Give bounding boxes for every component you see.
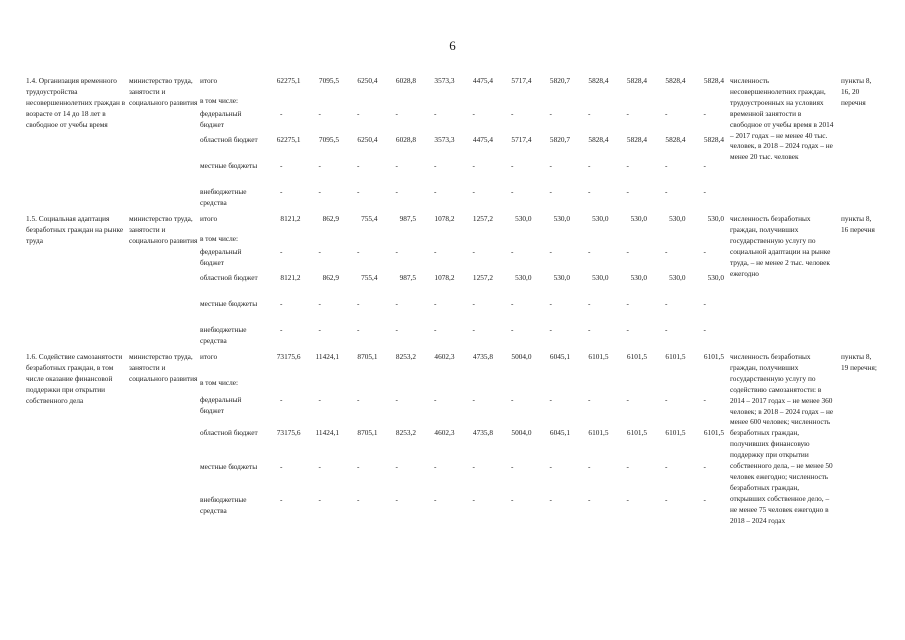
funding-source-label: федеральный бюджет bbox=[200, 394, 242, 415]
section-gap bbox=[26, 527, 879, 530]
funding-value bbox=[493, 234, 532, 247]
funding-value bbox=[378, 378, 417, 395]
funding-value bbox=[455, 234, 494, 247]
funding-value: - bbox=[395, 394, 398, 404]
funding-value: 530,0 bbox=[669, 214, 686, 223]
target-indicator: численность несовершеннолетних граждан, трудоустроенных на условиях временной занятости в свободное от учебы время в 2014 – 2017 годах – не менее 40 тыс. человек, в 2018 – 2024 годах – не менее 20 тыс. человек bbox=[730, 76, 834, 162]
funding-value: 6045,1 bbox=[549, 428, 570, 438]
funding-value: - bbox=[549, 187, 552, 196]
funding-value: 530,0 bbox=[592, 214, 609, 223]
funding-value: 6250,4 bbox=[357, 76, 378, 85]
funding-value bbox=[493, 96, 532, 109]
funding-value bbox=[609, 234, 648, 247]
funding-value: - bbox=[357, 394, 360, 404]
funding-value: - bbox=[434, 109, 437, 118]
funding-value: 6101,5 bbox=[665, 428, 686, 438]
funding-value: 6101,5 bbox=[626, 428, 647, 438]
funding-value: 11424,1 bbox=[315, 352, 339, 361]
funding-value: 6045,1 bbox=[549, 352, 570, 361]
funding-value: - bbox=[665, 495, 668, 505]
target-indicator: численность безработных граждан, получивших государственную услугу по социальной адаптации на рынке труда, – не менее 2 тыс. человек ежегодно bbox=[730, 214, 831, 278]
funding-value: - bbox=[434, 247, 437, 256]
funding-value bbox=[570, 96, 609, 109]
funding-value bbox=[609, 378, 648, 395]
funding-source-label: федеральный бюджет bbox=[200, 247, 242, 267]
funding-value: 6250,4 bbox=[357, 135, 378, 144]
funding-value: - bbox=[472, 247, 475, 256]
funding-value: - bbox=[280, 325, 283, 334]
funding-value: - bbox=[357, 161, 360, 170]
funding-value: 530,0 bbox=[707, 273, 724, 282]
funding-value: 5820,7 bbox=[549, 76, 570, 85]
funding-value: 530,0 bbox=[669, 273, 686, 282]
funding-value: 6101,5 bbox=[703, 352, 724, 361]
funding-value: 755,4 bbox=[361, 273, 378, 282]
funding-value: 6101,5 bbox=[588, 428, 609, 438]
funding-value: 5828,4 bbox=[588, 135, 609, 144]
funding-value: - bbox=[395, 247, 398, 256]
funding-value: - bbox=[703, 247, 706, 256]
funding-value: - bbox=[549, 495, 552, 505]
funding-value: - bbox=[665, 109, 668, 118]
funding-value: 530,0 bbox=[707, 214, 724, 223]
funding-value: - bbox=[472, 187, 475, 196]
funding-value: 5828,4 bbox=[703, 135, 724, 144]
funding-value: 862,9 bbox=[322, 214, 339, 223]
funding-value bbox=[301, 234, 340, 247]
funding-source-label: местные бюджеты bbox=[200, 299, 258, 308]
section-2-row-total bbox=[26, 214, 879, 234]
funding-value: - bbox=[703, 495, 706, 505]
funding-value: - bbox=[665, 461, 668, 471]
funding-value: - bbox=[588, 187, 591, 196]
funding-value: 6028,8 bbox=[395, 76, 416, 85]
funding-value: - bbox=[395, 299, 398, 308]
funding-value: - bbox=[665, 299, 668, 308]
funding-value: - bbox=[703, 187, 706, 196]
funding-value: - bbox=[318, 495, 321, 505]
funding-value: 8121,2 bbox=[280, 214, 301, 223]
funding-value: - bbox=[280, 495, 283, 505]
funding-value bbox=[262, 378, 301, 395]
funding-value: 6101,5 bbox=[703, 428, 724, 438]
funding-value: - bbox=[357, 461, 360, 471]
funding-value: - bbox=[626, 247, 629, 256]
funding-value bbox=[416, 234, 455, 247]
funding-value: - bbox=[318, 325, 321, 334]
funding-value bbox=[609, 96, 648, 109]
activity-executor: министерство труда, занятости и социального развития bbox=[129, 214, 198, 245]
funding-value bbox=[339, 96, 378, 109]
funding-value: - bbox=[549, 247, 552, 256]
funding-value: - bbox=[588, 495, 591, 505]
funding-source-label: итого bbox=[200, 76, 218, 85]
funding-value: 1078,2 bbox=[434, 214, 455, 223]
funding-value: - bbox=[280, 394, 283, 404]
funding-value: - bbox=[318, 161, 321, 170]
funding-value: 62275,1 bbox=[276, 135, 301, 144]
funding-source-label: внебюджетные средства bbox=[200, 325, 247, 345]
funding-value: - bbox=[434, 187, 437, 196]
funding-value: 8253,2 bbox=[395, 428, 416, 438]
funding-value: - bbox=[511, 247, 514, 256]
funding-value: - bbox=[395, 161, 398, 170]
funding-value bbox=[416, 378, 455, 395]
funding-value: - bbox=[703, 109, 706, 118]
funding-value: - bbox=[549, 299, 552, 308]
funding-value: 530,0 bbox=[515, 273, 532, 282]
funding-value: - bbox=[549, 394, 552, 404]
funding-value: - bbox=[549, 325, 552, 334]
funding-value: - bbox=[626, 161, 629, 170]
funding-value: 4735,8 bbox=[472, 428, 493, 438]
funding-value: - bbox=[665, 247, 668, 256]
funding-value: - bbox=[318, 187, 321, 196]
funding-value: - bbox=[665, 161, 668, 170]
funding-value: - bbox=[357, 299, 360, 308]
funding-value: - bbox=[395, 461, 398, 471]
target-indicator: численность безработных граждан, получивших государственную услугу по содействию самозанятости: в 2014 – 2017 годах – не менее 360 человек; в 2018 – 2024 годах – не менее 600 человек; численность безработных граждан, получивших финансовую поддержку при открытии собственного дела, – не менее 50 человек ежегодно; численность безработных граждан, открывших собственное дело, – не менее 75 человек ежегодно в 2018 – 2024 годах bbox=[730, 352, 834, 525]
funding-value bbox=[378, 234, 417, 247]
funding-value: - bbox=[511, 299, 514, 308]
funding-value: 6101,5 bbox=[588, 352, 609, 361]
funding-value bbox=[339, 234, 378, 247]
funding-value: 987,5 bbox=[399, 214, 416, 223]
funding-value: - bbox=[511, 461, 514, 471]
funding-value: - bbox=[626, 109, 629, 118]
funding-value: 3573,3 bbox=[434, 76, 455, 85]
funding-value: - bbox=[588, 161, 591, 170]
funding-value: 5820,7 bbox=[549, 135, 570, 144]
funding-value bbox=[455, 378, 494, 395]
funding-value bbox=[301, 378, 340, 395]
activity-name: 1.5. Социальная адаптация безработных граждан на рынке труда bbox=[26, 214, 124, 245]
funding-value: - bbox=[703, 161, 706, 170]
funding-value: - bbox=[357, 247, 360, 256]
funding-value: - bbox=[434, 394, 437, 404]
list-points-ref: пункты 8, 16, 20 перечня bbox=[841, 76, 872, 107]
funding-value: 5717,4 bbox=[511, 76, 532, 85]
funding-value: - bbox=[318, 247, 321, 256]
funding-value: 8253,2 bbox=[395, 352, 416, 361]
funding-value: - bbox=[511, 394, 514, 404]
funding-value: 530,0 bbox=[630, 214, 647, 223]
funding-value bbox=[339, 378, 378, 395]
funding-value: 7095,5 bbox=[318, 76, 339, 85]
funding-value: - bbox=[626, 187, 629, 196]
funding-value: 62275,1 bbox=[276, 76, 301, 85]
funding-value: - bbox=[703, 461, 706, 471]
funding-source-label: в том числе: bbox=[200, 377, 239, 387]
funding-value: 5828,4 bbox=[665, 135, 686, 144]
funding-value bbox=[532, 234, 571, 247]
section-1-row-total bbox=[26, 76, 879, 96]
funding-value: 6101,5 bbox=[665, 352, 686, 361]
funding-value: - bbox=[395, 187, 398, 196]
funding-value: 11424,1 bbox=[315, 428, 339, 438]
funding-value: - bbox=[434, 299, 437, 308]
funding-value: 5828,4 bbox=[665, 76, 686, 85]
funding-value: - bbox=[588, 299, 591, 308]
funding-value: 755,4 bbox=[361, 214, 378, 223]
funding-value: - bbox=[626, 325, 629, 334]
funding-value: - bbox=[511, 161, 514, 170]
funding-value: 530,0 bbox=[592, 273, 609, 282]
funding-value: - bbox=[318, 461, 321, 471]
funding-value bbox=[532, 378, 571, 395]
funding-value: - bbox=[318, 109, 321, 118]
funding-value: - bbox=[549, 461, 552, 471]
funding-value: 5828,4 bbox=[703, 76, 724, 85]
funding-value: - bbox=[472, 325, 475, 334]
funding-value: 530,0 bbox=[553, 214, 570, 223]
funding-value: - bbox=[280, 247, 283, 256]
funding-value: 530,0 bbox=[553, 273, 570, 282]
funding-value: - bbox=[318, 394, 321, 404]
funding-value: - bbox=[472, 299, 475, 308]
funding-value: 1257,2 bbox=[472, 273, 493, 282]
funding-source-label: в том числе: bbox=[200, 234, 239, 243]
funding-value: - bbox=[665, 325, 668, 334]
funding-value: - bbox=[511, 495, 514, 505]
funding-value: 862,9 bbox=[322, 273, 339, 282]
funding-value: - bbox=[626, 495, 629, 505]
funding-value: 5828,4 bbox=[626, 76, 647, 85]
funding-value bbox=[686, 234, 725, 247]
funding-value: - bbox=[280, 161, 283, 170]
funding-value: - bbox=[626, 299, 629, 308]
funding-source-label: в том числе: bbox=[200, 96, 239, 105]
funding-source-label: областной бюджет bbox=[200, 273, 258, 282]
funding-value: 4602,3 bbox=[434, 352, 455, 361]
funding-value bbox=[493, 378, 532, 395]
funding-source-label: местные бюджеты bbox=[200, 161, 258, 170]
funding-value bbox=[301, 96, 340, 109]
funding-value: - bbox=[395, 325, 398, 334]
funding-value: 6101,5 bbox=[626, 352, 647, 361]
funding-value bbox=[416, 96, 455, 109]
funding-value: 5717,4 bbox=[511, 135, 532, 144]
funding-value: - bbox=[703, 394, 706, 404]
funding-value: - bbox=[280, 299, 283, 308]
funding-value: 1078,2 bbox=[434, 273, 455, 282]
funding-value: 3573,3 bbox=[434, 135, 455, 144]
funding-value: - bbox=[703, 325, 706, 334]
funding-value: - bbox=[280, 109, 283, 118]
funding-value bbox=[532, 96, 571, 109]
funding-source-label: местные бюджеты bbox=[200, 461, 258, 471]
funding-source-label: внебюджетные средства bbox=[200, 495, 247, 516]
page-number: 6 bbox=[449, 38, 456, 53]
funding-value: 6028,8 bbox=[395, 135, 416, 144]
funding-value bbox=[262, 96, 301, 109]
funding-value: - bbox=[434, 495, 437, 505]
funding-value: - bbox=[665, 187, 668, 196]
funding-value: - bbox=[511, 109, 514, 118]
funding-value bbox=[570, 234, 609, 247]
funding-value bbox=[647, 234, 686, 247]
funding-value: - bbox=[357, 325, 360, 334]
funding-value bbox=[647, 378, 686, 395]
program-activities-table bbox=[26, 76, 879, 530]
activity-executor: министерство труда, занятости и социального развития bbox=[129, 352, 198, 383]
funding-value: - bbox=[318, 299, 321, 308]
funding-value: - bbox=[588, 325, 591, 334]
funding-value: 4602,3 bbox=[434, 428, 455, 438]
activity-name: 1.4. Организация временного трудоустройства несовершеннолетних граждан в возрасте от 14 до 18 лет в свободное от учебы время bbox=[26, 76, 126, 129]
funding-value: - bbox=[434, 325, 437, 334]
funding-value: - bbox=[357, 109, 360, 118]
funding-value: - bbox=[472, 461, 475, 471]
funding-value: 1257,2 bbox=[472, 214, 493, 223]
funding-source-label: федеральный бюджет bbox=[200, 109, 242, 129]
funding-value: 530,0 bbox=[515, 214, 532, 223]
funding-source-label: внебюджетные средства bbox=[200, 187, 247, 207]
funding-value bbox=[647, 96, 686, 109]
funding-value: - bbox=[472, 394, 475, 404]
funding-value: - bbox=[588, 247, 591, 256]
funding-value bbox=[455, 96, 494, 109]
funding-value: - bbox=[626, 394, 629, 404]
list-points-ref: пункты 8, 19 перечня; bbox=[841, 352, 877, 372]
funding-value bbox=[686, 96, 725, 109]
funding-value: 5828,4 bbox=[626, 135, 647, 144]
funding-value bbox=[262, 234, 301, 247]
funding-value: - bbox=[588, 461, 591, 471]
funding-value: - bbox=[703, 299, 706, 308]
funding-value: 4735,8 bbox=[472, 352, 493, 361]
funding-value: 4475,4 bbox=[472, 135, 493, 144]
section-3-row-total bbox=[26, 352, 879, 378]
funding-value: 8121,2 bbox=[280, 273, 301, 282]
funding-source-label: итого bbox=[200, 352, 218, 361]
funding-source-label: итого bbox=[200, 214, 218, 223]
funding-value: 8705,1 bbox=[357, 428, 378, 438]
funding-value: - bbox=[357, 187, 360, 196]
funding-value: 4475,4 bbox=[472, 76, 493, 85]
funding-value: - bbox=[280, 187, 283, 196]
funding-value: - bbox=[472, 109, 475, 118]
activity-name: 1.6. Содействие самозанятости безработных граждан, в том числе оказание финансовой поддержки при открытии собственного дела bbox=[26, 352, 123, 405]
funding-value: - bbox=[588, 109, 591, 118]
funding-value: - bbox=[626, 461, 629, 471]
funding-value: 73175,6 bbox=[276, 352, 301, 361]
funding-source-label: областной бюджет bbox=[200, 428, 258, 438]
funding-value: - bbox=[511, 325, 514, 334]
funding-value: 73175,6 bbox=[276, 428, 301, 438]
funding-value bbox=[378, 96, 417, 109]
funding-value: 5828,4 bbox=[588, 76, 609, 85]
funding-source-label: областной бюджет bbox=[200, 135, 258, 144]
funding-value: 5004,0 bbox=[511, 352, 532, 361]
funding-value: 530,0 bbox=[630, 273, 647, 282]
funding-value: - bbox=[395, 495, 398, 505]
funding-value: 5004,0 bbox=[511, 428, 532, 438]
funding-value: - bbox=[395, 109, 398, 118]
funding-value: - bbox=[549, 109, 552, 118]
section-gap-cell bbox=[26, 527, 879, 530]
funding-value: - bbox=[280, 461, 283, 471]
list-points-ref: пункты 8, 16 перечня bbox=[841, 214, 875, 234]
funding-value bbox=[570, 378, 609, 395]
funding-value: - bbox=[511, 187, 514, 196]
funding-value: 7095,5 bbox=[318, 135, 339, 144]
funding-value: - bbox=[665, 394, 668, 404]
funding-value: - bbox=[357, 495, 360, 505]
funding-value: - bbox=[434, 161, 437, 170]
funding-value: 987,5 bbox=[399, 273, 416, 282]
funding-value: - bbox=[472, 495, 475, 505]
activity-executor: министерство труда, занятости и социального развития bbox=[129, 76, 198, 107]
funding-value bbox=[686, 378, 725, 395]
funding-value: - bbox=[434, 461, 437, 471]
funding-value: - bbox=[472, 161, 475, 170]
funding-value: 8705,1 bbox=[357, 352, 378, 361]
funding-value: - bbox=[549, 161, 552, 170]
funding-value: - bbox=[588, 394, 591, 404]
